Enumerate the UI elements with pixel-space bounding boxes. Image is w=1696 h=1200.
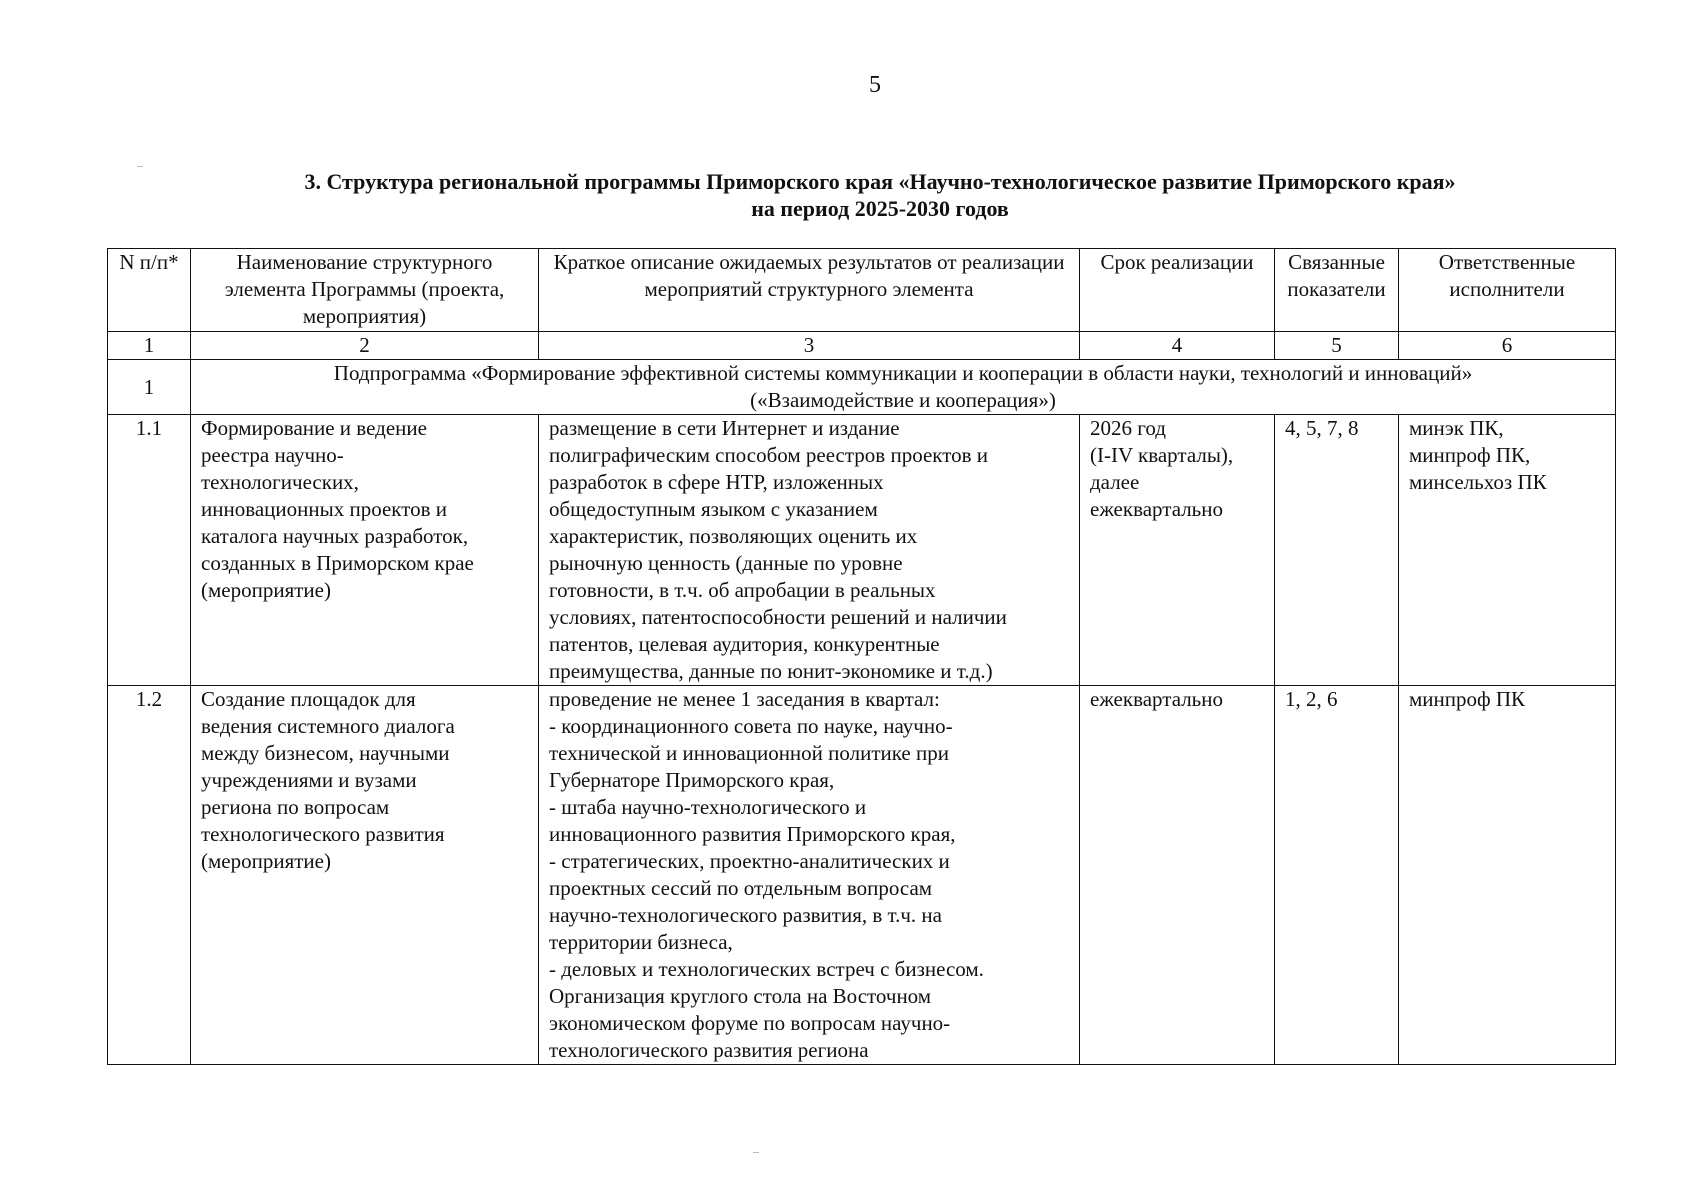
text-line: размещение в сети Интернет и издание [549, 416, 900, 440]
text-line: территории бизнеса, [549, 930, 733, 954]
element-name [191, 415, 539, 686]
text-line: технологического развития [201, 822, 445, 846]
text-line: минпроф ПК [1409, 687, 1526, 711]
scan-speck [753, 1152, 759, 1153]
column-number: 6 [1399, 332, 1616, 360]
text-line: региона по вопросам [201, 795, 390, 819]
text-line: между бизнесом, научными [201, 741, 450, 765]
text-line: созданных в Приморском крае [201, 551, 474, 575]
program-structure-table [107, 248, 1616, 1065]
text-line: инновационного развития Приморского края, [549, 822, 956, 846]
text-line: характеристик, позволяющих оценить их [549, 524, 918, 548]
text-line: технической и инновационной политике при [549, 741, 949, 765]
text-line: технологических, [201, 470, 359, 494]
column-number: 2 [191, 332, 539, 360]
text-line: условиях, патентоспособности решений и наличии [549, 605, 1007, 629]
related-indicators: 1, 2, 6 [1275, 686, 1399, 1065]
header-element-name: Наименование структурного элемента Программы (проекта, мероприятия) [191, 249, 539, 332]
element-name [191, 686, 539, 1065]
text-line: (I-IV кварталы), [1090, 443, 1234, 467]
text-line: ведения системного диалога [201, 714, 455, 738]
text-line: разработок в сфере НТР, изложенных [549, 470, 884, 494]
responsible-executors [1399, 686, 1616, 1065]
text-line: далее [1090, 470, 1140, 494]
text-line: преимущества, данные по юнит-экономике и т.д.) [549, 659, 993, 683]
text-line: (мероприятие) [201, 849, 331, 873]
result-description [539, 686, 1080, 1065]
table-header-row [108, 249, 1616, 332]
subprogram-row [108, 360, 1616, 415]
column-number: 4 [1080, 332, 1275, 360]
column-number: 1 [108, 332, 191, 360]
subprogram-number: 1 [108, 360, 191, 415]
text-line: Организация круглого стола на Восточном [549, 984, 932, 1008]
text-line: реестра научно- [201, 443, 344, 467]
subprogram-title-line-2: («Взаимодействие и кооперация») [750, 388, 1056, 412]
text-line: каталога научных разработок, [201, 524, 469, 548]
row-number: 1.1 [108, 415, 191, 686]
text-line: ежеквартально [1090, 497, 1223, 521]
text-line: минсельхоз ПК [1409, 470, 1547, 494]
text-line: ежеквартально [1090, 687, 1223, 711]
page-number: 5 [869, 72, 881, 98]
result-description [539, 415, 1080, 686]
text-line: - координационного совета по науке, научно- [549, 714, 953, 738]
section-title-line-1: 3. Структура региональной программы Приморского края «Научно-технологическое развитие Приморского края» [304, 169, 1456, 194]
text-line: проведение не менее 1 заседания в квартал: [549, 687, 940, 711]
text-line: - стратегических, проектно-аналитических и [549, 849, 950, 873]
section-title [150, 168, 1610, 222]
text-line: патентов, целевая аудитория, конкурентные [549, 632, 940, 656]
text-line: (мероприятие) [201, 578, 331, 602]
implementation-period [1080, 686, 1275, 1065]
text-line: - штаба научно-технологического и [549, 795, 867, 819]
text-line: полиграфическим способом реестров проектов и [549, 443, 989, 467]
related-indicators: 4, 5, 7, 8 [1275, 415, 1399, 686]
subprogram-title-line-1: Подпрограмма «Формирование эффективной системы коммуникации и кооперации в области науки, технологий и инноваций» [333, 361, 1473, 385]
table-row [108, 686, 1616, 1065]
subprogram-title [191, 360, 1616, 415]
text-line: технологического развития региона [549, 1038, 869, 1062]
header-period: Срок реализации [1080, 249, 1275, 332]
text-line: минэк ПК, [1409, 416, 1504, 440]
column-number-row [108, 332, 1616, 360]
text-line: учреждениями и вузами [201, 768, 417, 792]
text-line: минпроф ПК, [1409, 443, 1531, 467]
text-line: общедоступным языком с указанием [549, 497, 878, 521]
text-line: - деловых и технологических встреч с бизнесом. [549, 957, 984, 981]
header-description: Краткое описание ожидаемых результатов от реализации мероприятий структурного элемента [539, 249, 1080, 332]
text-line: Формирование и ведение [201, 416, 427, 440]
text-line: Губернаторе Приморского края, [549, 768, 835, 792]
text-line: рыночную ценность (данные по уровне [549, 551, 903, 575]
header-indicators: Связанные показатели [1275, 249, 1399, 332]
section-title-line-2: на период 2025-2030 годов [751, 196, 1009, 221]
text-line: научно-технологического развития, в т.ч. на [549, 903, 942, 927]
responsible-executors [1399, 415, 1616, 686]
text-line: проектных сессий по отдельным вопросам [549, 876, 933, 900]
row-number: 1.2 [108, 686, 191, 1065]
column-number: 5 [1275, 332, 1399, 360]
text-line: инновационных проектов и [201, 497, 448, 521]
header-responsible: Ответственные исполнители [1399, 249, 1616, 332]
scan-speck [137, 166, 143, 167]
text-line: Создание площадок для [201, 687, 416, 711]
text-line: готовности, в т.ч. об апробации в реальных [549, 578, 936, 602]
implementation-period [1080, 415, 1275, 686]
column-number: 3 [539, 332, 1080, 360]
table-row [108, 415, 1616, 686]
header-number: N п/п* [108, 249, 191, 332]
text-line: 2026 год [1090, 416, 1166, 440]
text-line: экономическом форуме по вопросам научно- [549, 1011, 951, 1035]
